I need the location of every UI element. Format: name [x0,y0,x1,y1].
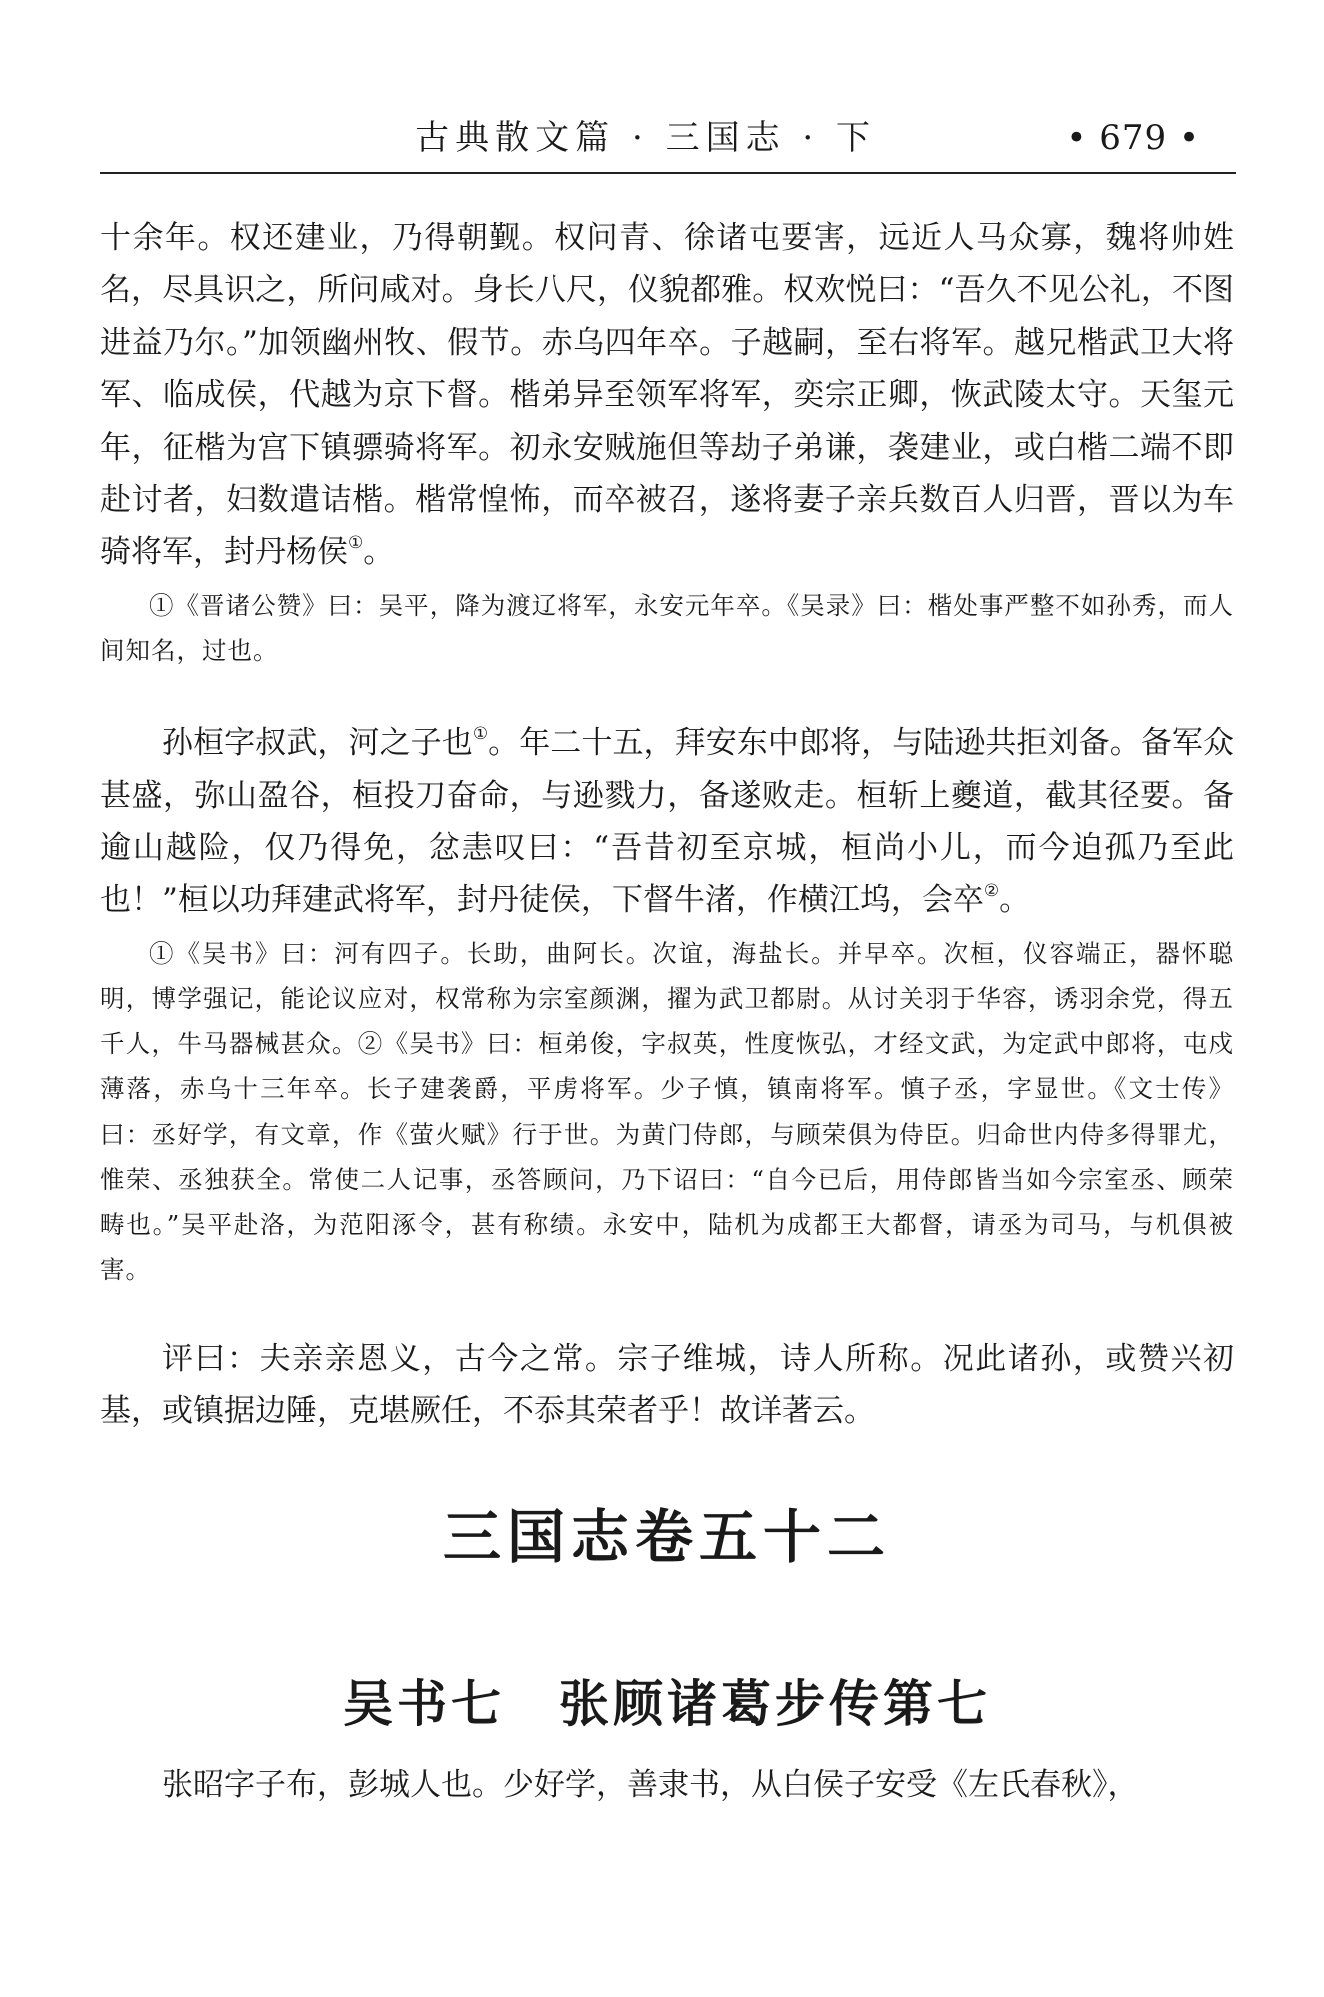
paragraph-end: 。 [363,534,395,571]
annotation-block: ①《晋诸公赞》曰：吴平，降为渡辽将军，永安元年卒。《吴录》曰：楷处事严整不如孙秀，而人间知名，过也。 [100,590,1234,666]
paragraph-text: 孙桓字叔武，河之子也 [162,725,473,762]
annotation-block: ①《吴书》曰：河有四子。长助，曲阿长。次谊，海盐长。并早卒。次桓，仪容端正，器怀聪明，博学强记，能论议应对，权常称为宗室颜渊，擢为武卫都尉。从讨关羽于华容，诱羽余党，得五千人，牛马器械甚众。②《吴书》曰：桓弟俊，字叔英，性度恢弘，才经文武，为定武中郎将，屯戍薄落，赤乌十三年卒。长子建袭爵，平虏将军。少子慎，镇南将军。慎子丞，字显世。《文士传》曰：丞好学，有文章，作《萤火赋》行于世。为黄门侍郎，与顾荣俱为侍臣。归命世内侍多得罪尤，惟荣、丞独获全。常使二人记事，丞答顾问，乃下诏曰：“自今已后，用侍郎皆当如今宗室丞、顾荣畴也。”吴平赴洛，为范阳涿令，甚有称绩。永安中，陆机为成都王大都督，请丞为司马，与机俱被害。 [100,938,1234,1285]
paragraph-end: 。 [999,882,1031,919]
footnote-marker: ② [983,881,1000,902]
spacer [100,673,1234,717]
paragraph-commentary: 评曰：夫亲亲恩义，古今之常。宗子维城，诗人所称。况此诸孙，或赞兴初基，或镇据边陲，克堪厥任，不忝其荣者乎！故详著云。 [100,1340,1234,1429]
paragraph-zhang-zhao: 张昭字子布，彭城人也。少好学，善隶书，从白侯子安受《左氏春秋》， [162,1767,1139,1804]
paragraph-text: 。年二十五，拜安东中郎将，与陆逊共拒刘备。备军众甚盛，弥山盈谷，桓投刀奋命，与逊戮力，备遂败走。桓斩上夔道，截其径要。备逾山越险，仅乃得免，忿恚叹曰：“吾昔初至京城，桓尚小儿，而今迫孤乃至此也！”桓以功拜建武将军，封丹徒侯，下督牛渚，作横江坞，会卒 [100,725,1234,919]
spacer [100,1293,1234,1333]
running-header [100,108,1236,174]
chapter-title: 吴书七 张顾诸葛步传第七 [343,1675,991,1734]
paragraph-text: 十余年。权还建业，乃得朝觐。权问青、徐诸屯要害，远近人马众寡，魏将帅姓名，尽具识之，所问咸对。身长八尺，仪貌都雅。权欢悦曰：“吾久不见公礼，不图进益乃尔。”加领幽州牧、假节。赤乌四年卒。子越嗣，至右将军。越兄楷武卫大将军、临成侯，代越为京下督。楷弟异至领军将军，奕宗正卿，恢武陵太守。天玺元年，征楷为宫下镇骠骑将军。初永安贼施但等劫子弟谦，袭建业，或白楷二端不即赴讨者，妇数遣诘楷。楷常惶怖，而卒被召，遂将妻子亲兵数百人归晋，晋以为车骑将军，封丹杨侯 [100,220,1234,571]
footnote-marker: ① [472,724,489,745]
page-body [100,212,1234,1812]
footnote-marker: ① [348,533,364,554]
running-title: 古典散文篇 · 三国志 · 下 [415,118,876,158]
volume-title: 三国志卷五十二 [442,1503,891,1572]
paragraph-sun-huan [100,717,1234,927]
paragraph-continued [100,212,1234,579]
page-number: • 679 • [1066,118,1200,158]
